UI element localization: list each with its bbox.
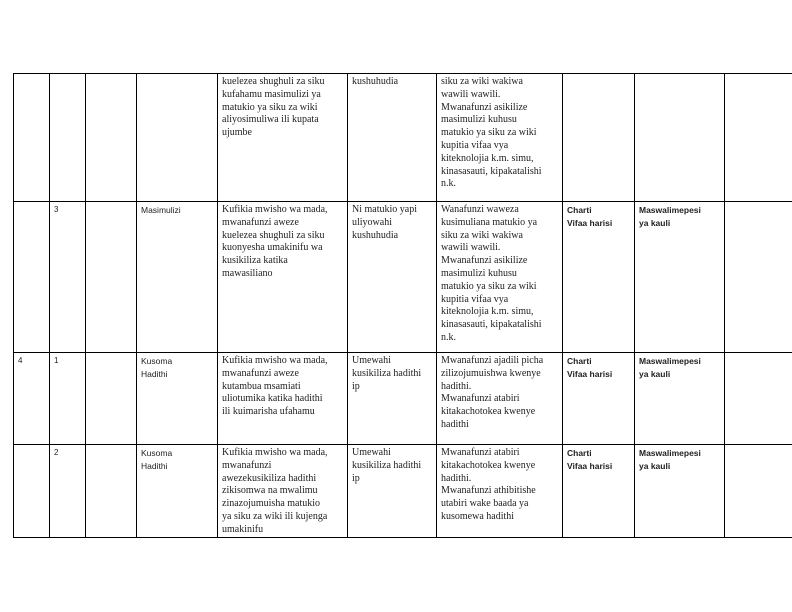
key-question-cell: kushuhudia xyxy=(348,74,437,202)
week-cell xyxy=(14,74,50,202)
resources-cell: Charti Vifaa harisi xyxy=(563,202,635,353)
lesson-cell: 1 xyxy=(50,353,86,445)
lesson-cell: 3 xyxy=(50,202,86,353)
objectives-cell: Kufikia mwisho wa mada, mwanafunzi awezekusikiliza hadithi zikisomwa na mwalimu zinazojumuisha matukio ya siku za wiki ili kujenga umakinifu xyxy=(218,445,348,538)
blank-cell xyxy=(86,74,137,202)
remarks-cell xyxy=(725,445,792,538)
resources-cell: Charti Vifaa harisi xyxy=(563,445,635,538)
assessment-cell xyxy=(635,74,725,202)
remarks-cell xyxy=(725,202,792,353)
topic-cell: Kusoma Hadithi xyxy=(137,445,218,538)
blank-cell xyxy=(86,445,137,538)
topic-cell xyxy=(137,74,218,202)
activities-cell: Mwanafunzi ajadili picha zilizojumuishwa kwenye hadithi. Mwanafunzi atabiri kitakachotokea kwenye hadithi xyxy=(437,353,563,445)
objectives-cell: Kufikia mwisho wa mada, mwanafunzi aweze kutambua msamiati uliotumika katika hadithi ili kuimarisha ufahamu xyxy=(218,353,348,445)
objectives-cell: Kufikia mwisho wa mada, mwanafunzi aweze kuelezea shughuli za siku kuonyesha umakinifu wa kusikiliza katika mawasiliano xyxy=(218,202,348,353)
week-cell: 4 xyxy=(14,353,50,445)
blank-cell xyxy=(86,202,137,353)
topic-cell: Kusoma Hadithi xyxy=(137,353,218,445)
table-row xyxy=(14,74,792,202)
resources-cell xyxy=(563,74,635,202)
table-row xyxy=(14,202,792,353)
activities-cell: Mwanafunzi atabiri kitakachotokea kwenye hadithi. Mwanafunzi athibitishe utabiri wake baada ya kusomewa hadithi xyxy=(437,445,563,538)
activities-cell: Wanafunzi waweza kusimuliana matukio ya siku za wiki wakiwa wawili wawili. Mwanafunzi asikilize masimulizi kuhusu matukio ya siku za wiki kupitia vifaa vya kiteknolojia k.m. simu, kinasasauti, kipakatalishi n.k. xyxy=(437,202,563,353)
key-question-cell: Umewahi kusikiliza hadithi ip xyxy=(348,445,437,538)
lesson-cell: 2 xyxy=(50,445,86,538)
remarks-cell xyxy=(725,353,792,445)
blank-cell xyxy=(86,353,137,445)
week-cell xyxy=(14,202,50,353)
key-question-cell: Umewahi kusikiliza hadithi ip xyxy=(348,353,437,445)
assessment-cell: Maswalimepesi ya kauli xyxy=(635,202,725,353)
resources-cell: Charti Vifaa harisi xyxy=(563,353,635,445)
topic-cell: Masimulizi xyxy=(137,202,218,353)
table-row xyxy=(14,353,792,445)
objectives-cell: kuelezea shughuli za siku kufahamu masimulizi ya matukio ya siku za wiki aliyosimuliwa ili kupata ujumbe xyxy=(218,74,348,202)
week-cell xyxy=(14,445,50,538)
remarks-cell xyxy=(725,74,792,202)
activities-cell: siku za wiki wakiwa wawili wawili. Mwanafunzi asikilize masimulizi kuhusu matukio ya siku za wiki kupitia vifaa vya kiteknolojia k.m. simu, kinasasauti, kipakatalishi n.k. xyxy=(437,74,563,202)
table-row xyxy=(14,445,792,538)
key-question-cell: Ni matukio yapi uliyowahi kushuhudia xyxy=(348,202,437,353)
scheme-of-work-table xyxy=(13,73,792,538)
assessment-cell: Maswalimepesi ya kauli xyxy=(635,353,725,445)
assessment-cell: Maswalimepesi ya kauli xyxy=(635,445,725,538)
lesson-cell xyxy=(50,74,86,202)
